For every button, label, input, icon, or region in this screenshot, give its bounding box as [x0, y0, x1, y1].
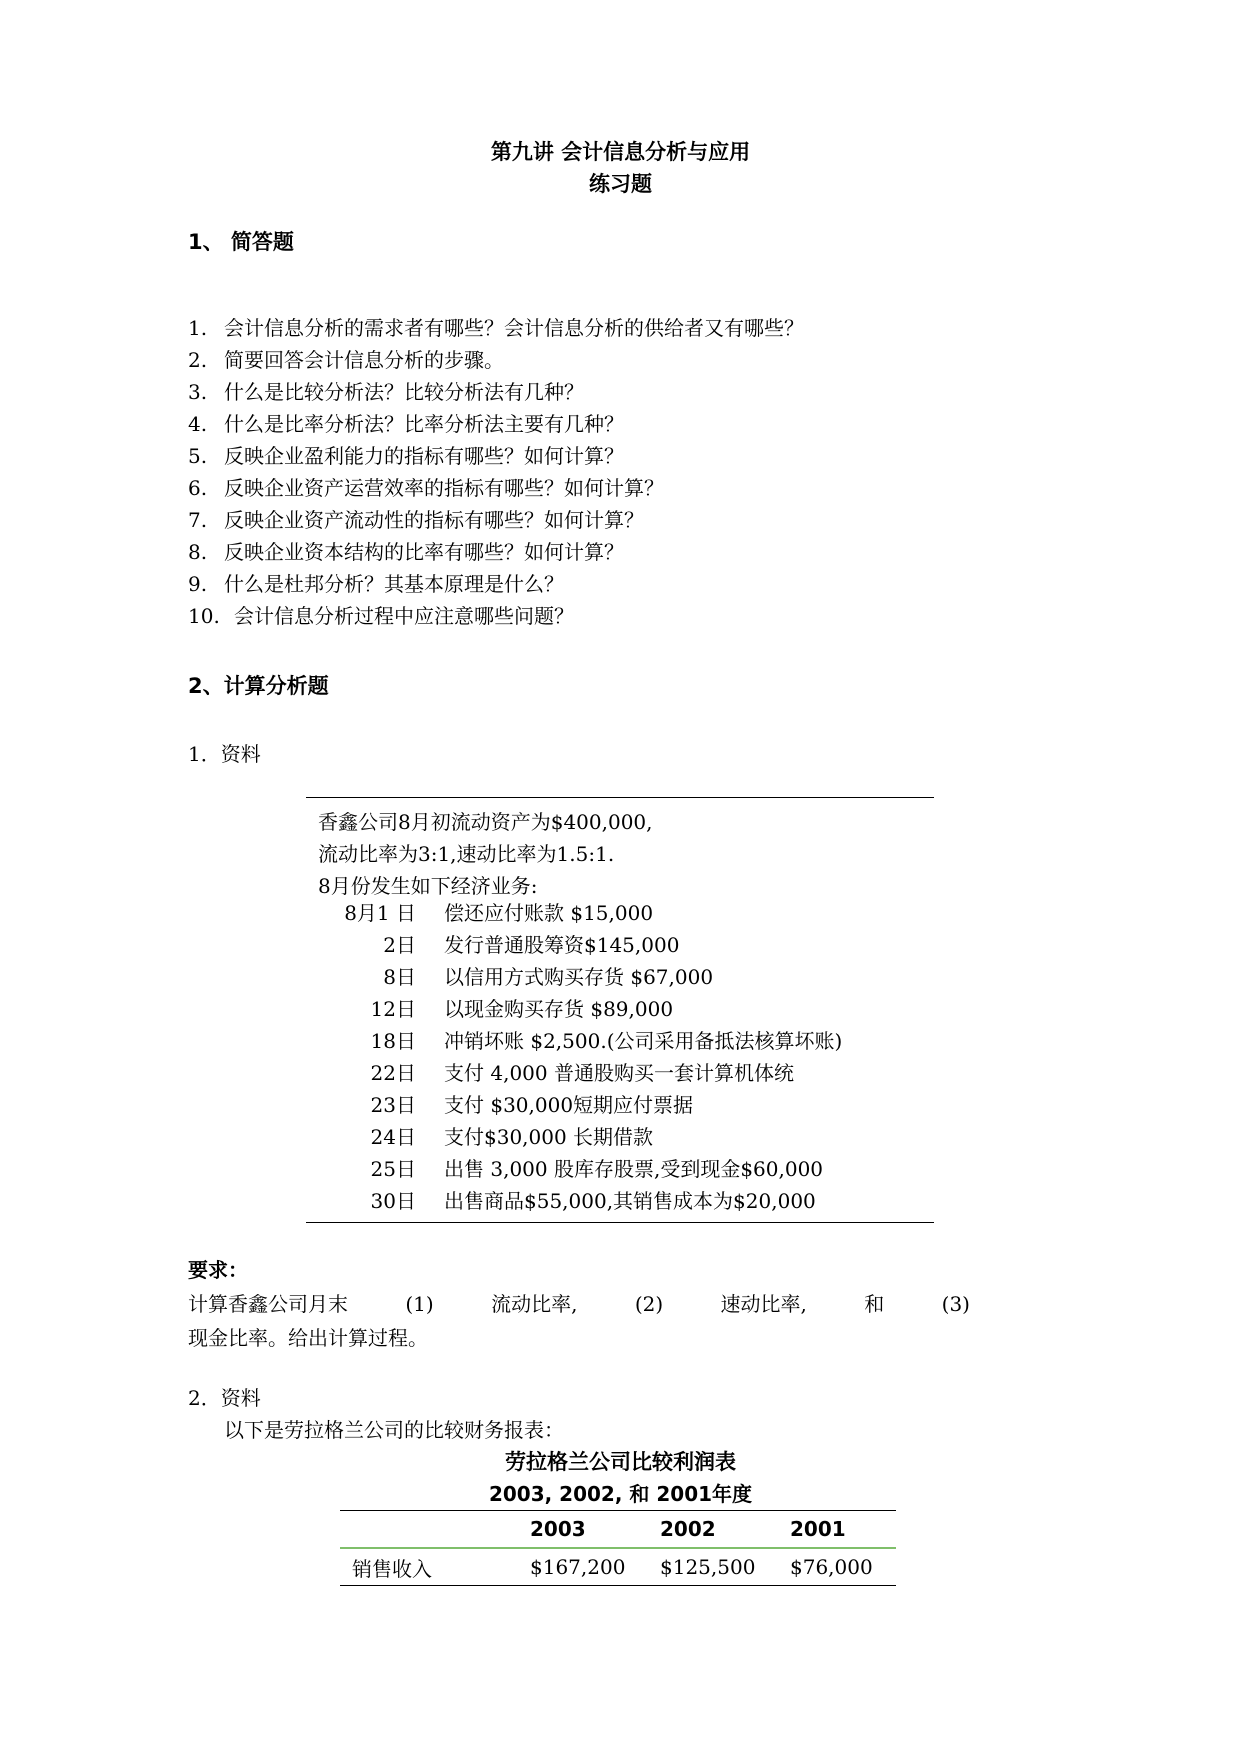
income-statement-table	[340, 1510, 896, 1586]
question-text: 什么是比率分析法？比率分析法主要有几种？	[224, 412, 624, 436]
table-row	[340, 1548, 896, 1586]
requirement-part: 速动比率,	[720, 1292, 807, 1316]
column-header: 2001	[790, 1517, 846, 1541]
question-text: 反映企业资本结构的比率有哪些？如何计算？	[224, 540, 624, 564]
question-text: 会计信息分析的需求者有哪些？会计信息分析的供给者又有哪些？	[224, 316, 804, 340]
transaction-desc: 出售 3,000 股库存股票,受到现金$60,000	[444, 1157, 824, 1181]
problem2-label: 2．资料	[188, 1386, 261, 1410]
table-cell: $76,000	[790, 1555, 873, 1579]
requirement-part: (1)	[405, 1292, 434, 1316]
question-number: 7.	[188, 508, 208, 532]
transaction-row	[306, 1186, 816, 1216]
question-item	[188, 600, 574, 632]
question-item	[188, 440, 624, 472]
table-title: 劳拉格兰公司比较利润表	[505, 1450, 736, 1474]
table-cell: $125,500	[660, 1555, 756, 1579]
transaction-date: 2日	[383, 933, 416, 957]
data-intro-line: 流动比率为3:1,速动比率为1.5:1.	[318, 842, 615, 866]
requirement-part: 流动比率,	[491, 1292, 578, 1316]
page-title: 第九讲 会计信息分析与应用	[490, 140, 751, 164]
transaction-row	[306, 1090, 693, 1120]
question-text: 会计信息分析过程中应注意哪些问题？	[234, 604, 574, 628]
question-number: 8.	[188, 540, 208, 564]
requirement-part: 计算香鑫公司月末	[188, 1292, 348, 1316]
question-number: 4.	[188, 412, 208, 436]
transaction-date: 25日	[370, 1157, 416, 1181]
question-number: 2.	[188, 348, 208, 372]
question-item	[188, 312, 804, 344]
transaction-date: 8月1 日	[344, 901, 416, 925]
transaction-desc: 以现金购买存货 $89,000	[444, 997, 674, 1021]
transaction-row	[306, 898, 653, 928]
transaction-date: 22日	[370, 1061, 416, 1085]
problem2-intro: 以下是劳拉格兰公司的比较财务报表：	[224, 1418, 564, 1442]
column-header	[340, 1511, 530, 1549]
section1-heading: 1、 简答题	[188, 230, 294, 254]
requirement-line	[188, 1288, 970, 1320]
transaction-desc: 冲销坏账 $2,500.(公司采用备抵法核算坏账)	[444, 1029, 843, 1053]
transaction-date: 8日	[383, 965, 416, 989]
transaction-desc: 偿还应付账款 $15,000	[444, 901, 654, 925]
problem1-label: 1．资料	[188, 742, 261, 766]
transaction-date: 23日	[370, 1093, 416, 1117]
question-item	[188, 408, 624, 440]
transaction-date: 18日	[370, 1029, 416, 1053]
transaction-desc: 支付$30,000 长期借款	[444, 1125, 654, 1149]
table-header-row	[340, 1511, 896, 1549]
question-item	[188, 536, 624, 568]
requirement-line: 现金比率。给出计算过程。	[188, 1326, 428, 1350]
transaction-date: 30日	[370, 1189, 416, 1213]
table-subtitle: 2003, 2002, 和 2001年度	[488, 1482, 753, 1506]
question-number: 1.	[188, 316, 208, 340]
requirement-part: (3)	[941, 1292, 970, 1316]
data-intro-line: 香鑫公司8月初流动资产为$400,000,	[318, 810, 653, 834]
column-header: 2003	[530, 1517, 586, 1541]
transaction-desc: 支付 $30,000短期应付票据	[444, 1093, 694, 1117]
question-number: 3.	[188, 380, 208, 404]
transaction-desc: 支付 4,000 普通股购买一套计算机体统	[444, 1061, 794, 1085]
transaction-row	[306, 962, 713, 992]
question-text: 什么是比较分析法？比较分析法有几种？	[224, 380, 584, 404]
transaction-row	[306, 1122, 653, 1152]
transaction-desc: 以信用方式购买存货 $67,000	[444, 965, 714, 989]
question-text: 反映企业盈利能力的指标有哪些？如何计算？	[224, 444, 624, 468]
transaction-row	[306, 994, 673, 1024]
question-number: 5.	[188, 444, 208, 468]
question-text: 反映企业资产运营效率的指标有哪些？如何计算？	[224, 476, 664, 500]
table-cell: $167,200	[530, 1555, 626, 1579]
transaction-desc: 发行普通股筹资$145,000	[444, 933, 680, 957]
question-number: 9.	[188, 572, 208, 596]
question-item	[188, 472, 664, 504]
requirement-label: 要求：	[188, 1258, 248, 1282]
requirement-part: 和	[864, 1292, 885, 1316]
transaction-row	[306, 1058, 794, 1088]
question-item	[188, 344, 504, 376]
section2-heading: 2、计算分析题	[188, 674, 329, 698]
transaction-desc: 出售商品$55,000,其销售成本为$20,000	[444, 1189, 816, 1213]
page-subtitle: 练习题	[589, 172, 652, 196]
requirement-part: (2)	[634, 1292, 664, 1316]
transaction-date: 24日	[370, 1125, 416, 1149]
question-text: 反映企业资产流动性的指标有哪些？如何计算？	[224, 508, 644, 532]
question-item	[188, 504, 644, 536]
transaction-row	[306, 1154, 823, 1184]
problem1-data-box	[306, 797, 934, 1223]
question-text: 什么是杜邦分析？其基本原理是什么？	[224, 572, 564, 596]
question-number: 6.	[188, 476, 208, 500]
question-item	[188, 568, 564, 600]
question-text: 简要回答会计信息分析的步骤。	[224, 348, 504, 372]
row-label: 销售收入	[352, 1556, 432, 1581]
question-item	[188, 376, 584, 408]
question-number: 10.	[188, 604, 220, 628]
transaction-row	[306, 930, 679, 960]
transaction-row	[306, 1026, 842, 1056]
column-header: 2002	[660, 1517, 716, 1541]
data-intro-line: 8月份发生如下经济业务:	[318, 874, 538, 898]
transaction-date: 12日	[370, 997, 416, 1021]
